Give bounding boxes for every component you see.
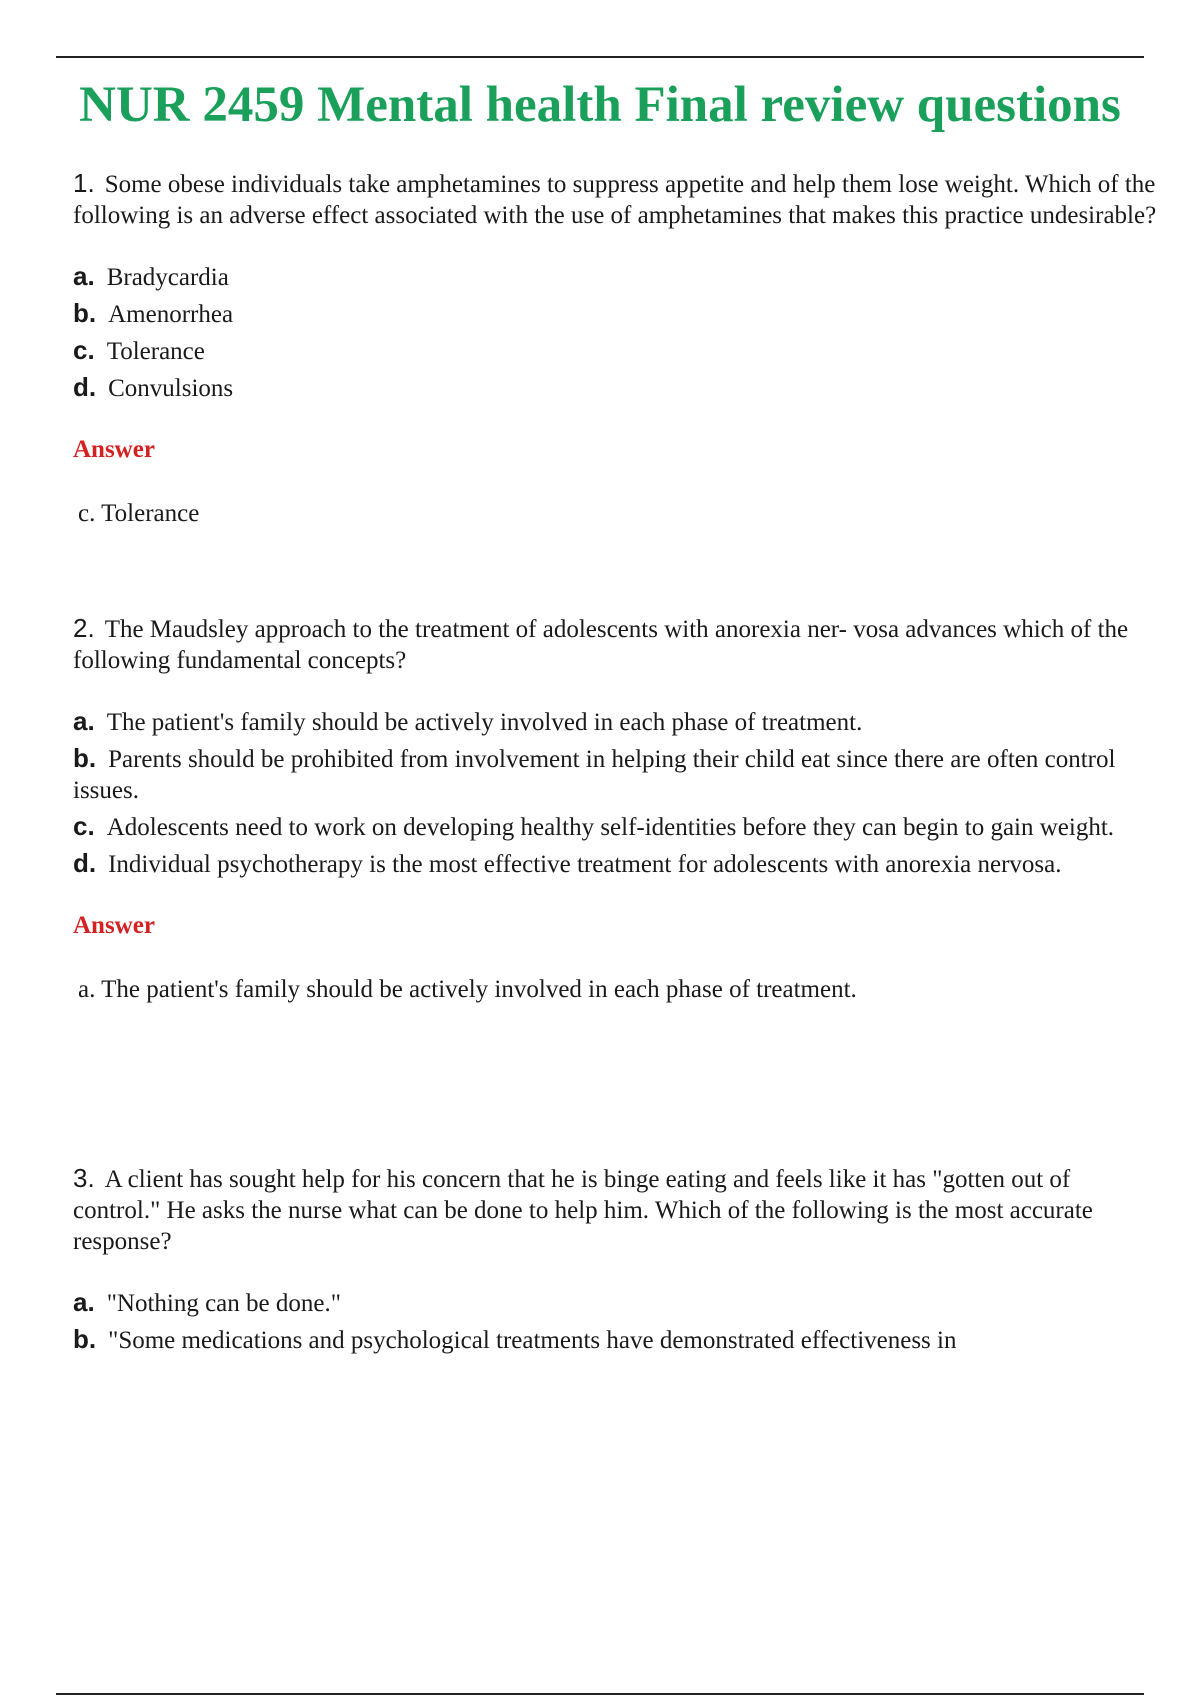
question-text bbox=[73, 168, 1163, 231]
option-letter: b. bbox=[73, 1324, 97, 1354]
option-letter: d. bbox=[73, 848, 97, 878]
question-body: The Maudsley approach to the treatment of adolescents with anorexia ner- vosa advances which of the following fundamental concepts? bbox=[73, 616, 1129, 674]
option-a bbox=[73, 706, 1163, 738]
option-letter: b. bbox=[73, 743, 97, 773]
option-text: Adolescents need to work on developing healthy self-identities before they can begin to gain weight. bbox=[106, 814, 1115, 841]
document-title: NUR 2459 Mental health Final review questions bbox=[79, 77, 1121, 133]
bottom-rule bbox=[56, 1693, 1144, 1695]
option-b bbox=[73, 743, 1163, 806]
option-text: Parents should be prohibited from involvement in helping their child eat since there are often control issues. bbox=[73, 746, 1116, 804]
question-1 bbox=[73, 168, 1163, 613]
option-c bbox=[73, 811, 1163, 843]
question-body: A client has sought help for his concern that he is binge eating and feels like it has "gotten out of control." He asks the nurse what can be done to help him. Which of the following is the most accurate response? bbox=[73, 1166, 1093, 1255]
option-a bbox=[73, 261, 1163, 293]
question-text bbox=[73, 1163, 1163, 1257]
question-text bbox=[73, 613, 1163, 676]
option-list bbox=[73, 1287, 1163, 1356]
option-text: Tolerance bbox=[106, 338, 205, 365]
option-text: Individual psychotherapy is the most effective treatment for adolescents with anorexia nervosa. bbox=[108, 851, 1062, 878]
question-number: 3. bbox=[73, 1163, 95, 1193]
option-letter: a. bbox=[73, 1287, 95, 1317]
answer-text: c. Tolerance bbox=[78, 500, 200, 527]
option-text: "Nothing can be done." bbox=[106, 1290, 341, 1317]
option-a bbox=[73, 1287, 1163, 1319]
option-letter: c. bbox=[73, 811, 95, 841]
option-letter: b. bbox=[73, 298, 97, 328]
question-2 bbox=[73, 613, 1163, 1163]
option-text: Amenorrhea bbox=[108, 301, 234, 328]
option-letter: a. bbox=[73, 706, 95, 736]
option-text: "Some medications and psychological treatments have demonstrated effectiveness in bbox=[108, 1327, 957, 1354]
question-number: 1. bbox=[73, 168, 95, 198]
option-letter: c. bbox=[73, 335, 95, 365]
option-text: The patient's family should be actively involved in each phase of treatment. bbox=[106, 709, 863, 736]
option-b bbox=[73, 1324, 1163, 1356]
answer-text: a. The patient's family should be actively involved in each phase of treatment. bbox=[78, 976, 857, 1003]
option-d bbox=[73, 372, 1163, 404]
question-body: Some obese individuals take amphetamines to suppress appetite and help them lose weight. Which of the following is an adverse effect associated with the use of amphetamines that makes this practice undesirable? bbox=[73, 171, 1157, 229]
option-list bbox=[73, 261, 1163, 404]
option-c bbox=[73, 335, 1163, 367]
top-rule bbox=[56, 56, 1144, 58]
option-list bbox=[73, 706, 1163, 880]
question-list bbox=[73, 168, 1163, 1361]
option-letter: a. bbox=[73, 261, 95, 291]
answer-label: Answer bbox=[73, 436, 155, 463]
option-text: Convulsions bbox=[108, 375, 234, 402]
question-number: 2. bbox=[73, 613, 95, 643]
question-3 bbox=[73, 1163, 1163, 1356]
option-letter: d. bbox=[73, 372, 97, 402]
option-d bbox=[73, 848, 1163, 880]
option-text: Bradycardia bbox=[106, 264, 229, 291]
answer-label: Answer bbox=[73, 912, 155, 939]
option-b bbox=[73, 298, 1163, 330]
